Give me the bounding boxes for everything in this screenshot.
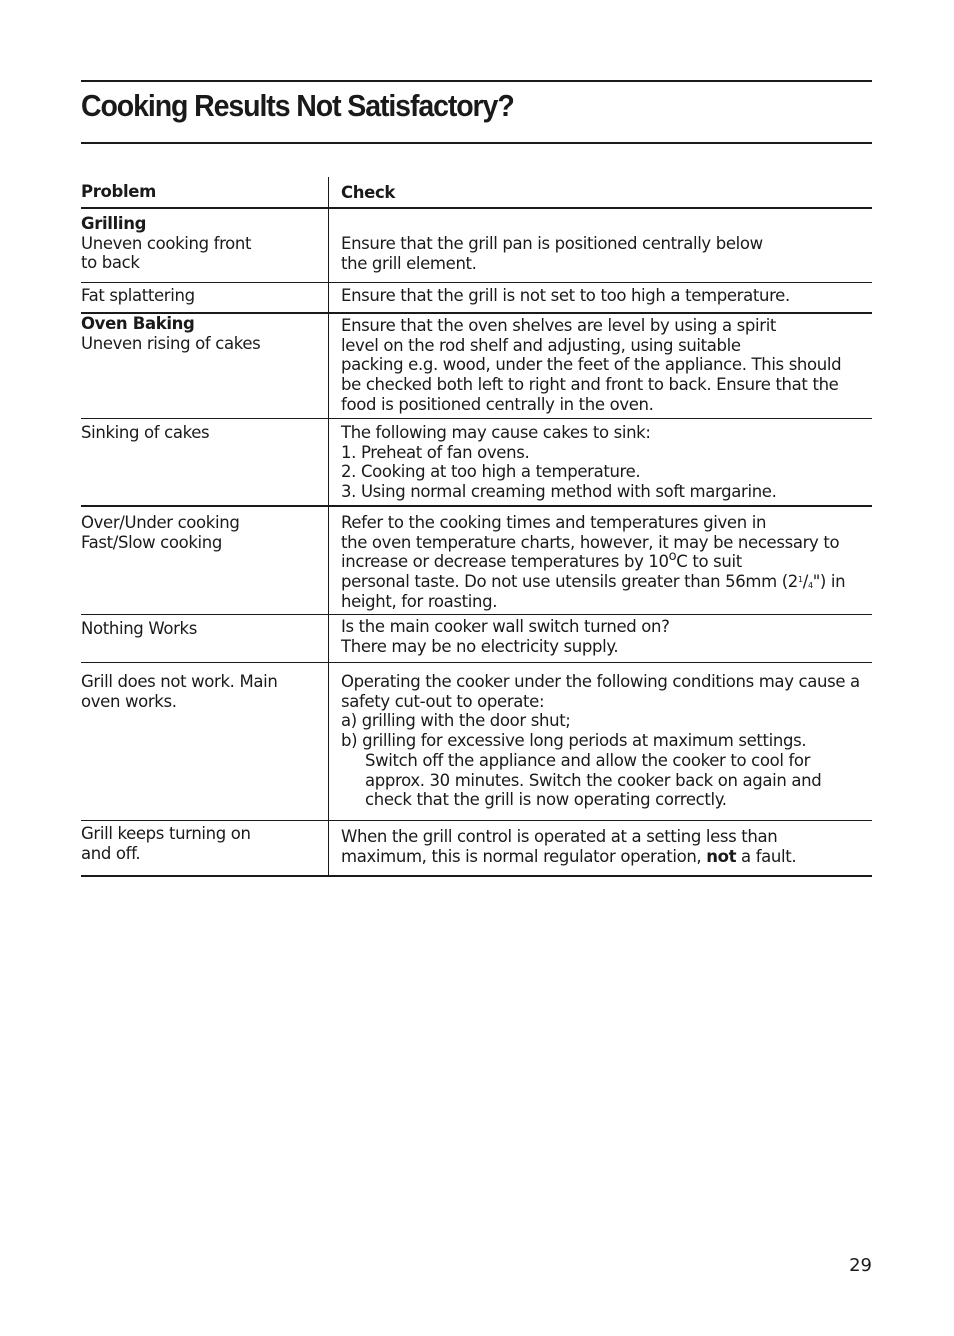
row-over-under-check — [341, 513, 845, 612]
row-fat-problem — [81, 286, 195, 306]
problem-line: Fat splattering — [81, 286, 195, 305]
row-grilling-problem — [81, 214, 251, 273]
row-grill-not-work-problem — [81, 672, 277, 711]
row-oven-baking-check — [341, 316, 841, 415]
row-grilling-check — [341, 234, 763, 273]
row-rule — [81, 662, 872, 663]
check-line: 3. Using normal creaming method with soft margarine. — [341, 482, 777, 502]
problem-line: Fast/Slow cooking — [81, 532, 222, 552]
section-label: Oven Baking — [81, 314, 195, 333]
row-over-under-problem — [81, 513, 239, 552]
row-rule — [81, 614, 872, 615]
fault-text-end: a fault. — [736, 846, 797, 866]
header-check: Check — [341, 183, 396, 202]
problem-line: Uneven rising of cakes — [81, 333, 261, 353]
row-rule — [81, 820, 872, 821]
section-label: Grilling — [81, 214, 147, 233]
size-text: personal taste. Do not use utensils greater than 56mm (2 — [341, 572, 798, 592]
degree-sign: o — [668, 549, 677, 565]
title-bottom-rule — [81, 142, 872, 144]
check-line: When the grill control is operated at a setting less than — [341, 827, 778, 846]
page-number: 29 — [849, 1255, 872, 1276]
check-line: packing e.g. wood, under the feet of the appliance. This should — [341, 355, 842, 375]
check-line: food is positioned centrally in the oven. — [341, 394, 654, 414]
check-line: 1. Preheat of fan ovens. — [341, 442, 530, 462]
check-line: 2. Cooking at too high a temperature. — [341, 462, 641, 482]
check-line: height, for roasting. — [341, 591, 498, 611]
problem-line: oven works. — [81, 691, 177, 711]
temp-unit-text: C to suit — [676, 552, 742, 572]
row-grill-cycling-check — [341, 827, 796, 866]
fraction-numerator: 1 — [797, 575, 803, 585]
row-nothing-works-problem — [81, 619, 197, 639]
problem-line: Grill does not work. Main — [81, 672, 278, 691]
temp-text: increase or decrease temperatures by 10 — [341, 552, 669, 572]
check-line-temperature — [341, 549, 845, 572]
check-line: the oven temperature charts, however, it may be necessary to — [341, 532, 840, 552]
table-bottom-rule — [81, 875, 872, 877]
check-line: a) grilling with the door shut; — [341, 711, 571, 731]
row-sinking-check — [341, 423, 777, 502]
problem-line: Nothing Works — [81, 619, 197, 638]
row-rule — [81, 418, 872, 419]
page-title: Cooking Results Not Satisfactory? — [81, 88, 514, 123]
emphasis-not: not — [706, 846, 737, 866]
problem-line: Sinking of cakes — [81, 423, 210, 442]
row-grill-not-work-check — [341, 672, 860, 810]
check-line: be checked both left to right and front to back. Ensure that the — [341, 375, 839, 395]
header-rule — [81, 207, 872, 209]
size-text-end: ") in — [812, 572, 846, 592]
check-line: Operating the cooker under the following conditions may cause a — [341, 672, 860, 691]
check-line-indented: Switch off the appliance and allow the cooker to cool for — [365, 750, 811, 770]
row-rule — [81, 505, 872, 507]
row-rule — [81, 282, 872, 283]
fault-text: maximum, this is normal regulator operation, — [341, 846, 707, 866]
fraction-denominator: 4 — [807, 581, 813, 591]
check-line: There may be no electricity supply. — [341, 636, 619, 656]
fraction-slash: / — [802, 572, 808, 592]
check-line: Ensure that the grill is not set to too high a temperature. — [341, 286, 790, 305]
check-line-size — [341, 572, 845, 592]
check-line-indented: check that the grill is now operating correctly. — [365, 790, 727, 810]
row-grill-cycling-problem — [81, 824, 251, 863]
check-line-fault — [341, 847, 796, 867]
check-line: The following may cause cakes to sink: — [341, 423, 651, 442]
title-top-rule — [81, 80, 872, 82]
row-nothing-works-check — [341, 617, 670, 656]
check-line: Ensure that the grill pan is positioned centrally below — [341, 234, 763, 253]
problem-line: to back — [81, 253, 140, 273]
problem-line: Over/Under cooking — [81, 513, 240, 532]
problem-line: Uneven cooking front — [81, 233, 252, 253]
check-line: Refer to the cooking times and temperatures given in — [341, 513, 767, 532]
check-line: level on the rod shelf and adjusting, using suitable — [341, 335, 741, 355]
header-problem: Problem — [81, 182, 156, 201]
check-line: Is the main cooker wall switch turned on? — [341, 617, 670, 636]
problem-line: Grill keeps turning on — [81, 824, 251, 843]
row-oven-baking-problem — [81, 314, 260, 353]
check-line: b) grilling for excessive long periods at maximum settings. — [341, 731, 807, 751]
check-line-indented: approx. 30 minutes. Switch the cooker back on again and — [365, 770, 822, 790]
row-fat-check — [341, 286, 790, 306]
row-sinking-problem — [81, 423, 209, 443]
problem-line: and off. — [81, 843, 141, 863]
check-line: the grill element. — [341, 253, 477, 273]
check-line: Ensure that the oven shelves are level by using a spirit — [341, 316, 777, 335]
check-line: safety cut-out to operate: — [341, 691, 545, 711]
